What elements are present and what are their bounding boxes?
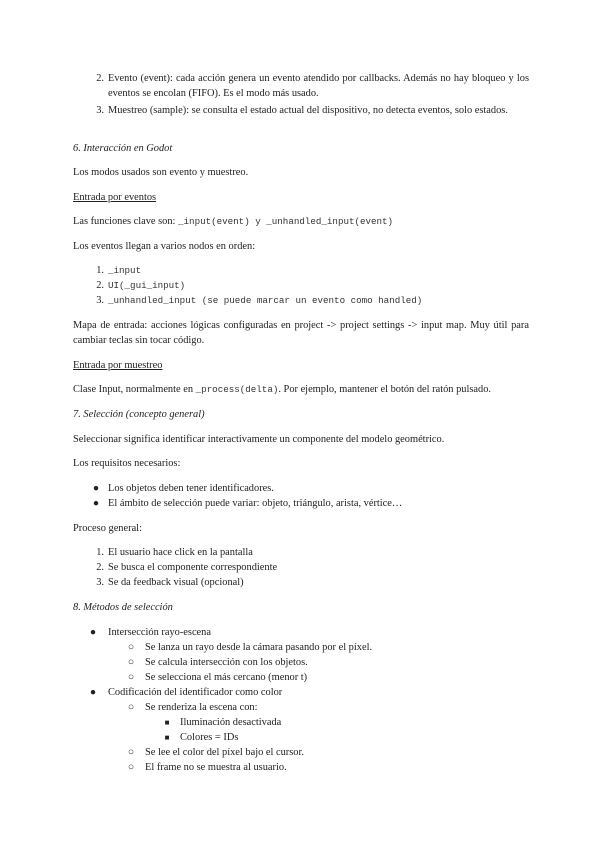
section-heading-6: 6. Interacción en Godot	[73, 143, 173, 154]
list-item-text: Se selecciona el más cercano (menor t)	[145, 672, 308, 683]
circle-bullet-icon: ○	[127, 747, 135, 758]
process-list	[96, 545, 564, 590]
text: y	[249, 216, 267, 227]
list-item	[96, 545, 564, 560]
list-item-text: _input	[108, 265, 142, 276]
list-number: 3.	[96, 105, 104, 116]
list-item-text: Colores = IDs	[180, 732, 239, 743]
list-item-text: UI(_gui_input)	[108, 280, 186, 291]
text: Clase Input, normalmente en	[73, 384, 196, 395]
list-item-text: Se lee el color del píxel bajo el cursor.	[145, 747, 304, 758]
list-number: 2.	[96, 73, 104, 84]
bullet-icon: ●	[92, 483, 100, 494]
section-heading-7: 7. Selección (concepto general)	[73, 409, 205, 420]
list-number: 1.	[96, 265, 104, 276]
requirements-list	[92, 481, 564, 511]
code-input: _input(event)	[178, 216, 250, 227]
list-item	[73, 670, 529, 685]
text: . Por ejemplo, mantener el botón del ratón pulsado.	[278, 384, 492, 395]
list-item	[96, 575, 564, 590]
list-item-text: El frame no se muestra al usuario.	[145, 762, 287, 773]
square-bullet-icon: ■	[164, 733, 170, 742]
code-unhandled-input: _unhandled_input(event)	[266, 216, 394, 227]
list-item-text: Iluminación desactivada	[180, 717, 282, 728]
list-item	[96, 263, 564, 278]
text: Las funciones clave son:	[73, 216, 179, 227]
paragraph: Los modos usados son evento y muestreo.	[73, 167, 249, 178]
paragraph: Proceso general:	[73, 523, 142, 534]
list-number: 2.	[96, 280, 104, 291]
list-item-text: Se renderiza la escena con:	[145, 702, 258, 713]
paragraph: Los eventos llegan a varios nodos en orden:	[73, 241, 256, 252]
circle-bullet-icon: ○	[127, 657, 135, 668]
list-item	[96, 560, 564, 575]
methods-list	[73, 625, 529, 775]
section-heading-8: 8. Métodos de selección	[73, 602, 173, 613]
circle-bullet-icon: ○	[127, 702, 135, 713]
list-item-text: Se da feedback visual (opcional)	[108, 577, 244, 588]
list-item-text: Se calcula intersección con los objetos.	[145, 657, 308, 668]
list-item	[73, 700, 529, 715]
list-item-text: Muestreo (sample): se consulta el estado actual del dispositivo, no detecta eventos, solo estados.	[108, 105, 508, 116]
list-item-text: _unhandled_input (se puede marcar un evento como handled)	[108, 295, 423, 306]
list-item	[73, 760, 529, 775]
circle-bullet-icon: ○	[127, 762, 135, 773]
list-item-text: Se lanza un rayo desde la cámara pasando por el píxel.	[145, 642, 373, 653]
paragraph: Los requisitos necesarios:	[73, 458, 181, 469]
paragraph-functions	[73, 214, 393, 229]
list-item-text: Evento (event): cada acción genera un evento atendido por callbacks. Además no hay bloqueo y los eventos se encolan (FIFO). Es el modo más usado.	[108, 73, 529, 99]
subheading-sampling: Entrada por muestreo	[73, 360, 163, 371]
list-item-text: Se busca el componente correspondiente	[108, 562, 278, 573]
circle-bullet-icon: ○	[127, 672, 135, 683]
order-list	[96, 263, 564, 308]
code-process: _process(delta)	[195, 384, 279, 395]
list-item	[96, 71, 529, 101]
list-number: 3.	[96, 295, 104, 306]
list-item	[73, 625, 529, 640]
subheading-events: Entrada por eventos	[73, 192, 157, 203]
list-item-text: Intersección rayo-escena	[108, 627, 211, 638]
list-number: 1.	[96, 547, 104, 558]
list-item	[73, 730, 529, 745]
square-bullet-icon: ■	[164, 718, 170, 727]
list-number: 3.	[96, 577, 104, 588]
list-item-text: Los objetos deben tener identificadores.	[108, 483, 274, 494]
paragraph: Seleccionar significa identificar interactivamente un componente del modelo geométrico.	[73, 434, 445, 445]
list-number: 2.	[96, 562, 104, 573]
list-item-text: Codificación del identificador como color	[108, 687, 283, 698]
list-item	[92, 496, 564, 511]
bullet-icon: ●	[92, 498, 100, 509]
list-item	[96, 293, 564, 308]
circle-bullet-icon: ○	[127, 642, 135, 653]
list-item-text: El usuario hace click en la pantalla	[108, 547, 253, 558]
paragraph-input-map: Mapa de entrada: acciones lógicas configuradas en project -> project settings -> input map. Muy útil para cambiar teclas sin tocar código.	[73, 320, 529, 346]
list-item	[73, 745, 529, 760]
list-item	[73, 715, 529, 730]
bullet-icon: ●	[89, 627, 97, 638]
list-item	[73, 655, 529, 670]
list-item	[73, 685, 529, 700]
list-item	[96, 278, 564, 293]
list-item-text: El ámbito de selección puede variar: objeto, triángulo, arista, vértice…	[108, 498, 403, 509]
paragraph-input-class	[73, 382, 491, 397]
top-list	[96, 71, 529, 118]
list-item	[73, 640, 529, 655]
bullet-icon: ●	[89, 687, 97, 698]
list-item	[96, 103, 529, 118]
list-item	[92, 481, 564, 496]
